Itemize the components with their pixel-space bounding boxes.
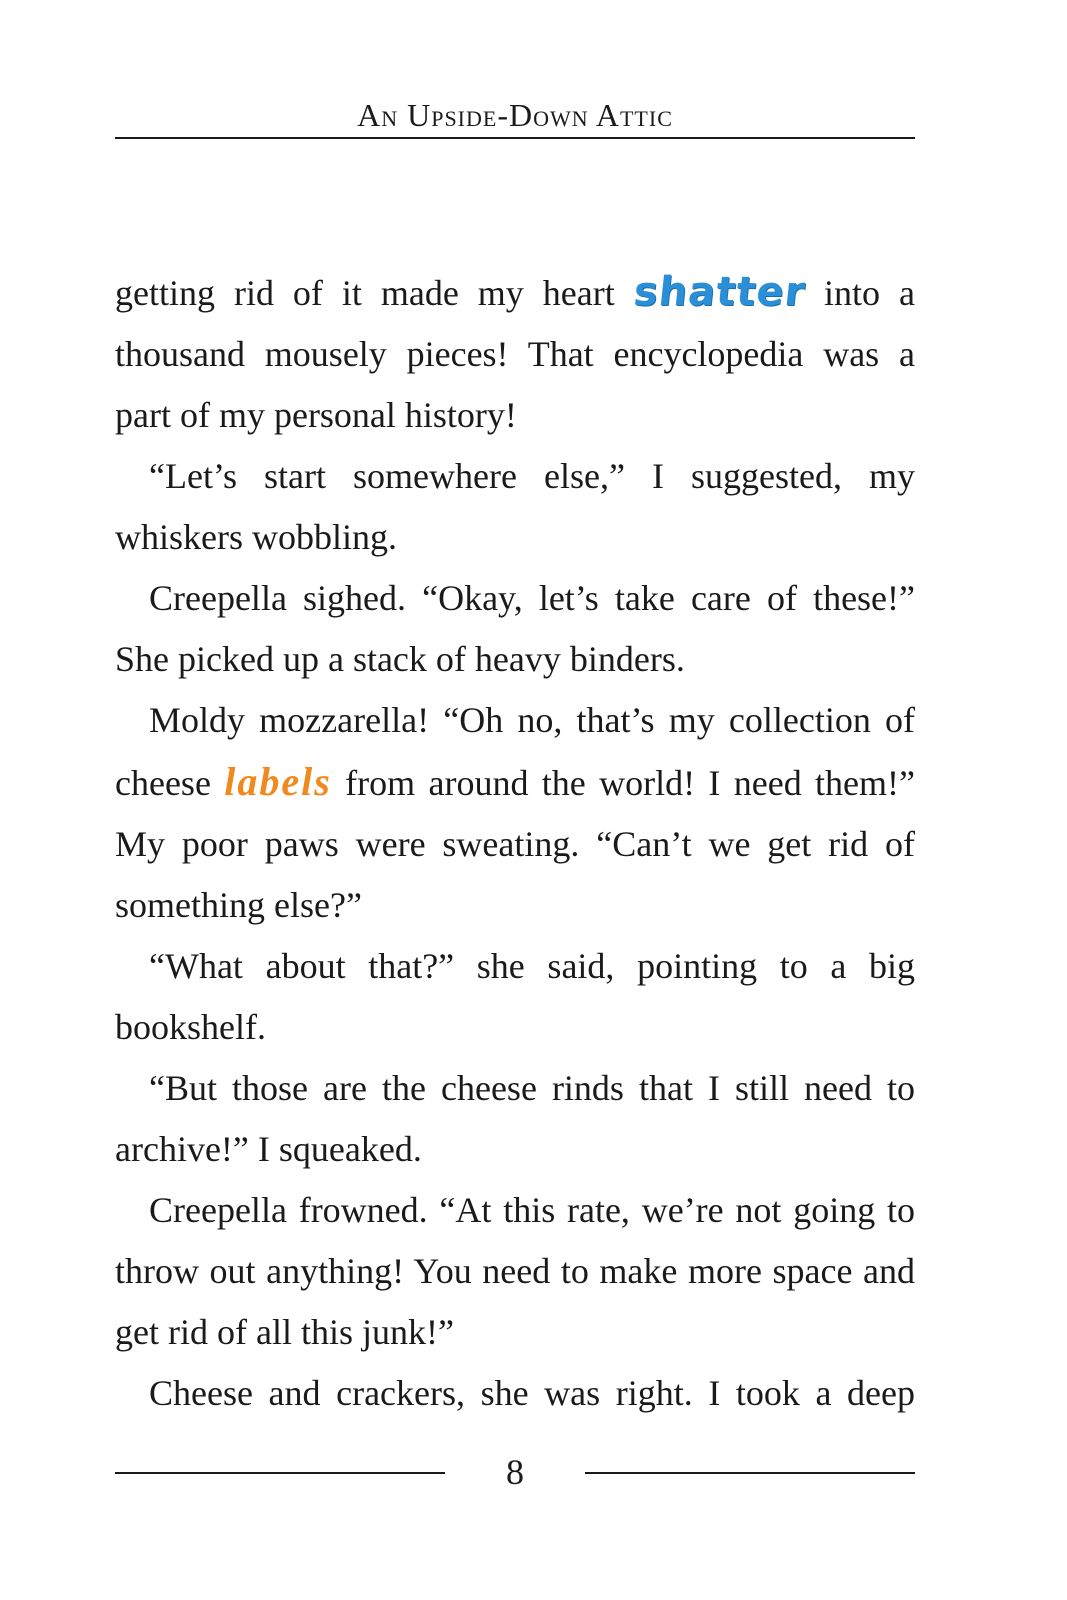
paragraph-8: Cheese and crackers, she was right. I took a deep <box>149 1373 915 1413</box>
paragraph-1-before: getting rid of it made my heart <box>115 273 634 313</box>
page-footer <box>115 1452 915 1496</box>
paragraph-4 <box>115 690 915 936</box>
stylized-word-labels: labels <box>224 759 332 804</box>
page-number: 8 <box>506 1452 524 1492</box>
body-text <box>115 262 915 1424</box>
stylized-word-shatter: shatter <box>631 269 808 315</box>
paragraph-1 <box>115 262 915 446</box>
running-header: An Upside-Down Attic <box>357 97 673 133</box>
header-rule <box>115 137 915 139</box>
footer-rule-left <box>115 1472 445 1474</box>
footer-rule-right <box>585 1472 915 1474</box>
paragraph-2: “Let’s start somewhere else,” I suggested, my whiskers wobbling. <box>115 456 915 557</box>
paragraph-3: Creepella sighed. “Okay, let’s take care of these!” She picked up a stack of heavy binders. <box>115 578 915 679</box>
paragraph-1-after: into a thousand mousely pieces! That encyclopedia was a part of my personal history! <box>115 273 916 435</box>
paragraph-4-after: from around the world! I need them!” My poor paws were sweating. “Can’t we get rid of something else?” <box>115 763 915 925</box>
paragraph-6: “But those are the cheese rinds that I still need to archive!” I squeaked. <box>115 1068 915 1169</box>
paragraph-5: “What about that?” she said, pointing to a big bookshelf. <box>115 946 915 1047</box>
paragraph-7: Creepella frowned. “At this rate, we’re not going to throw out anything! You need to make more space and get rid of all this junk!” <box>115 1190 915 1352</box>
paragraph-4-before: Moldy mozzarella! “Oh no, that’s my collection of cheese <box>115 700 915 803</box>
